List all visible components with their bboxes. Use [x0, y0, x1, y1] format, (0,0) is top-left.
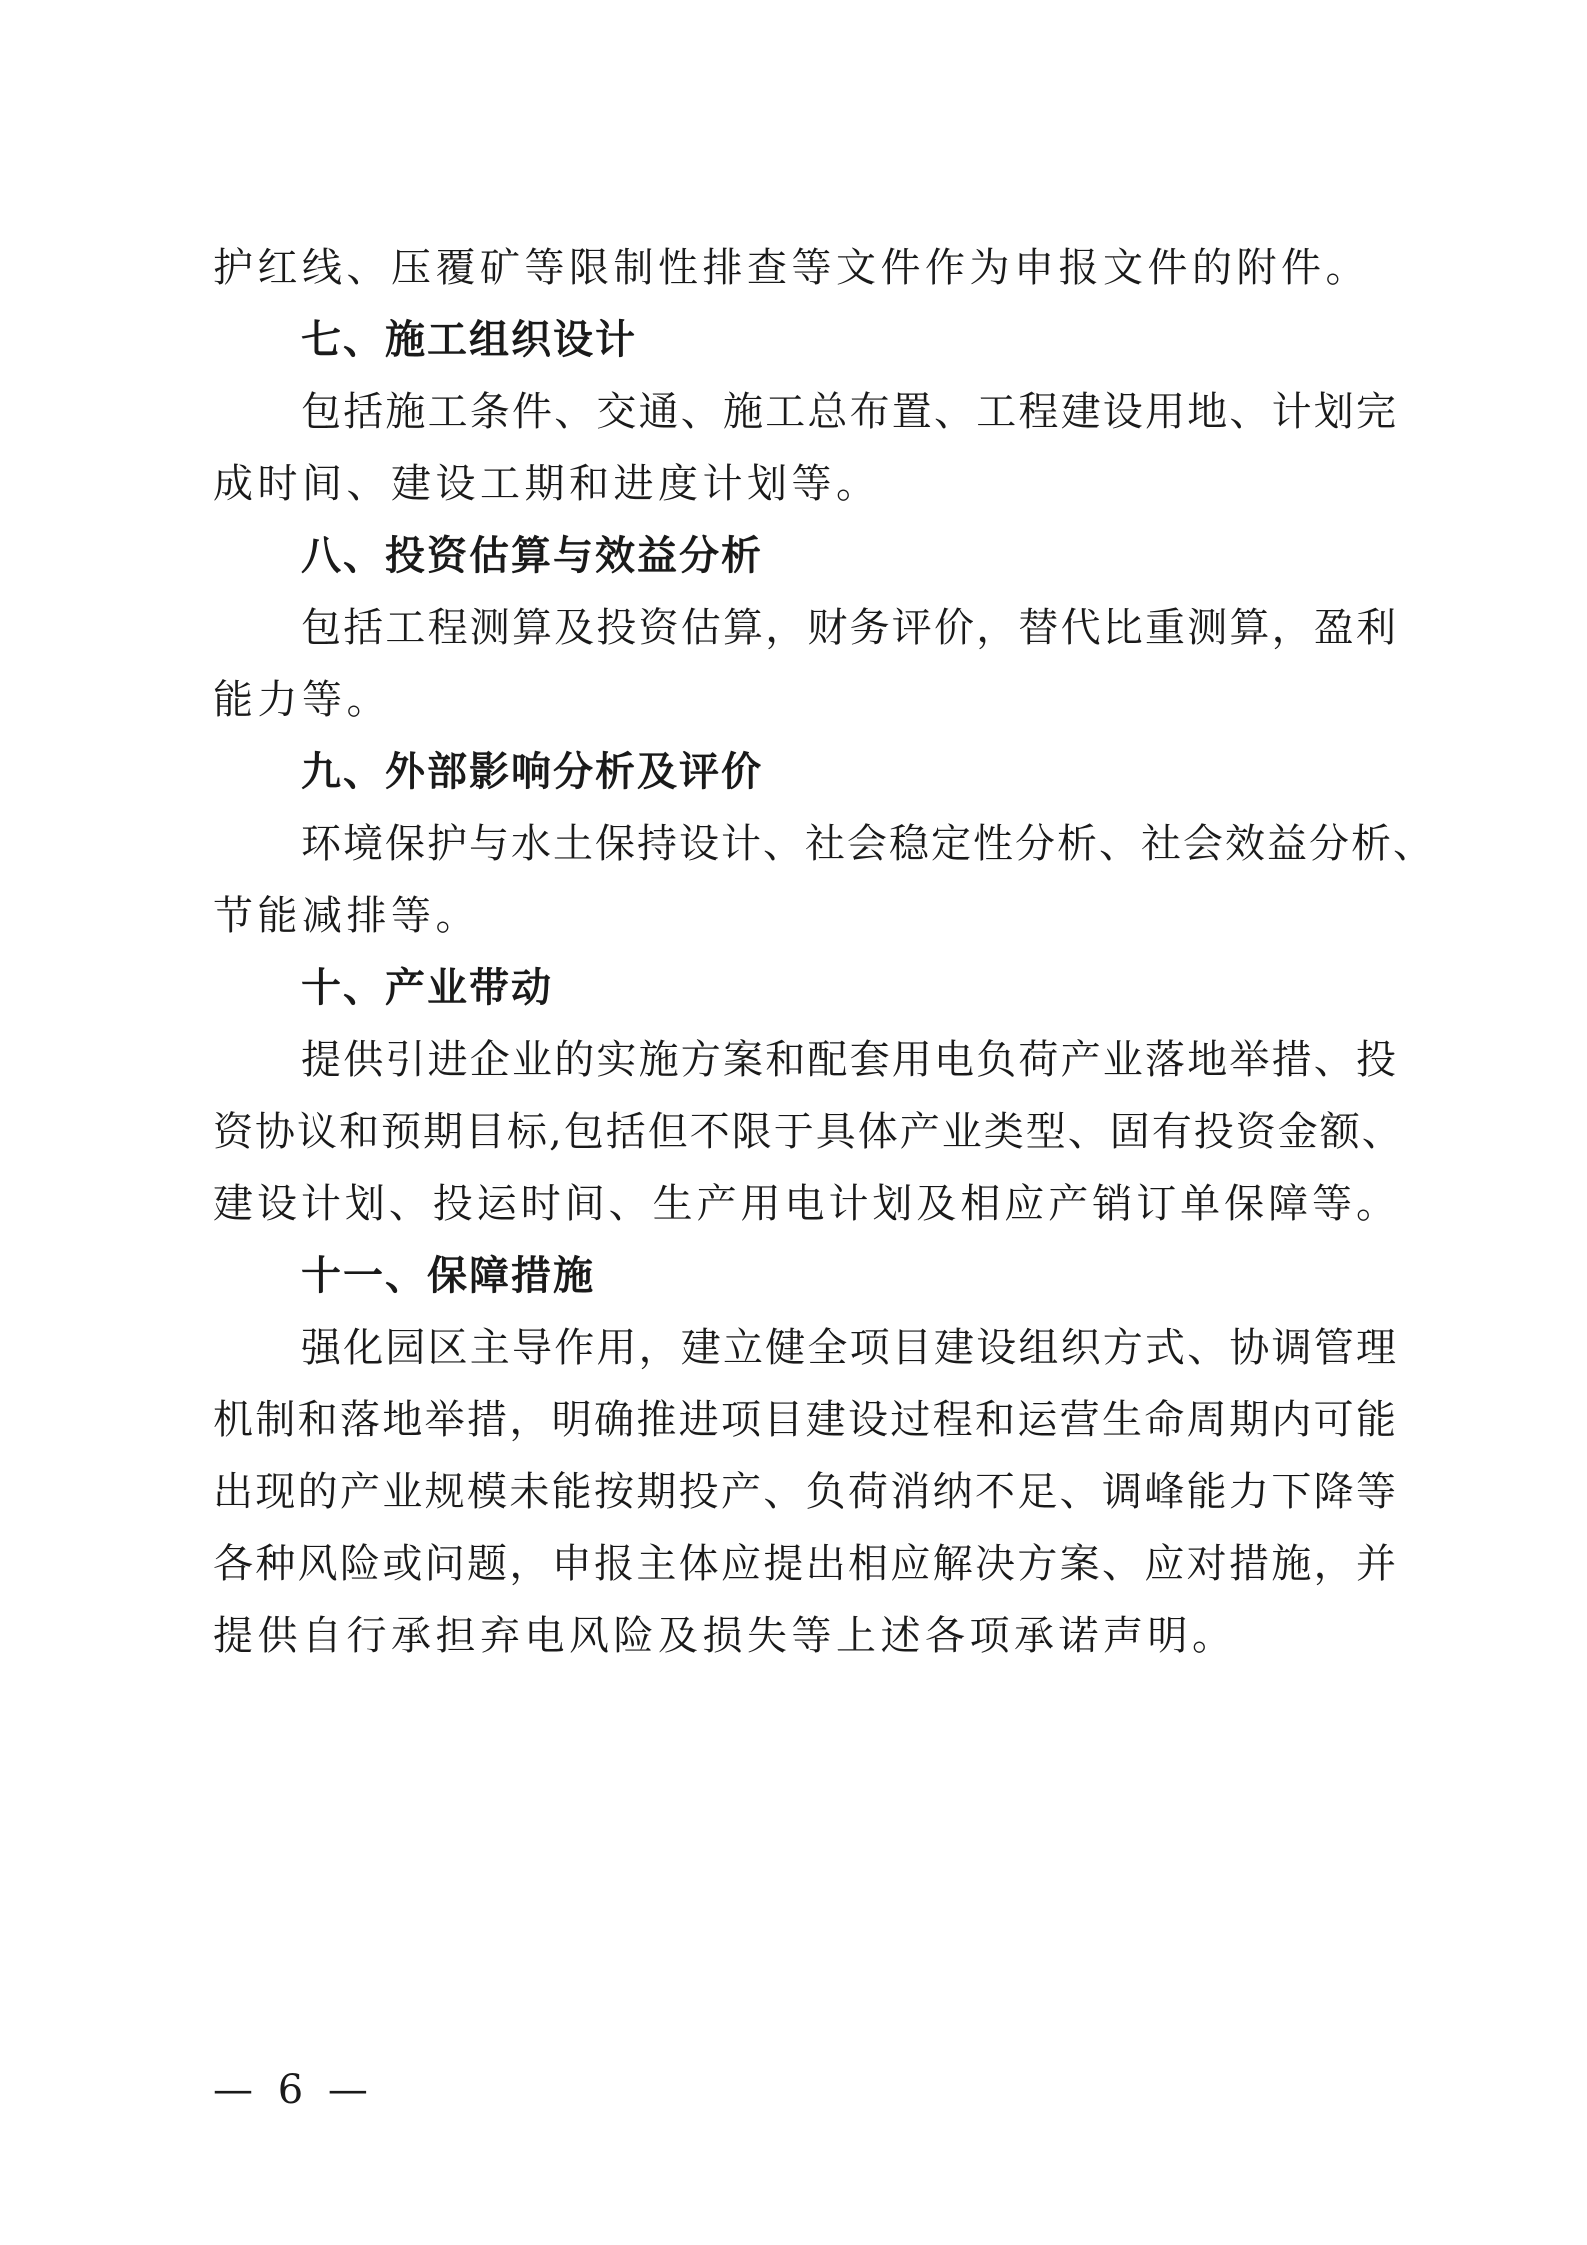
paragraph-line: 各种风险或问题，申报主体应提出相应解决方案、应对措施，并 — [213, 1541, 1398, 1587]
paragraph-line: 节能减排等。 — [213, 893, 480, 939]
section-heading: 十一、保障措施 — [301, 1253, 595, 1299]
paragraph-line: 建设计划、投运时间、生产用电计划及相应产销订单保障等。 — [213, 1181, 1398, 1227]
page-number: — 6 — — [213, 2067, 374, 2113]
paragraph-line: 包括施工条件、交通、施工总布置、工程建设用地、计划完 — [301, 389, 1398, 435]
paragraph-line: 强化园区主导作用，建立健全项目建设组织方式、协调管理 — [301, 1325, 1398, 1371]
paragraph-line: 包括工程测算及投资估算，财务评价，替代比重测算，盈利 — [301, 605, 1398, 651]
section-heading: 七、施工组织设计 — [301, 317, 637, 363]
paragraph-line: 提供引进企业的实施方案和配套用电负荷产业落地举措、投 — [301, 1037, 1398, 1083]
section-heading: 八、投资估算与效益分析 — [301, 533, 763, 579]
paragraph-line: 资协议和预期目标,包括但不限于具体产业类型、固有投资金额、 — [213, 1109, 1404, 1155]
paragraph-line: 提供自行承担弃电风险及损失等上述各项承诺声明。 — [213, 1613, 1237, 1659]
section-heading: 九、外部影响分析及评价 — [301, 749, 763, 795]
paragraph-line: 机制和落地举措，明确推进项目建设过程和运营生命周期内可能 — [213, 1397, 1398, 1443]
document-body — [213, 232, 1435, 1672]
paragraph-line: 成时间、建设工期和进度计划等。 — [213, 461, 881, 507]
paragraph-line: 环境保护与水土保持设计、社会稳定性分析、社会效益分析、 — [301, 821, 1435, 867]
paragraph-line: 出现的产业规模未能按期投产、负荷消纳不足、调峰能力下降等 — [213, 1469, 1398, 1515]
paragraph-line: 能力等。 — [213, 677, 391, 723]
section-heading: 十、产业带动 — [301, 965, 553, 1011]
paragraph-line: 护红线、压覆矿等限制性排查等文件作为申报文件的附件。 — [213, 245, 1370, 291]
